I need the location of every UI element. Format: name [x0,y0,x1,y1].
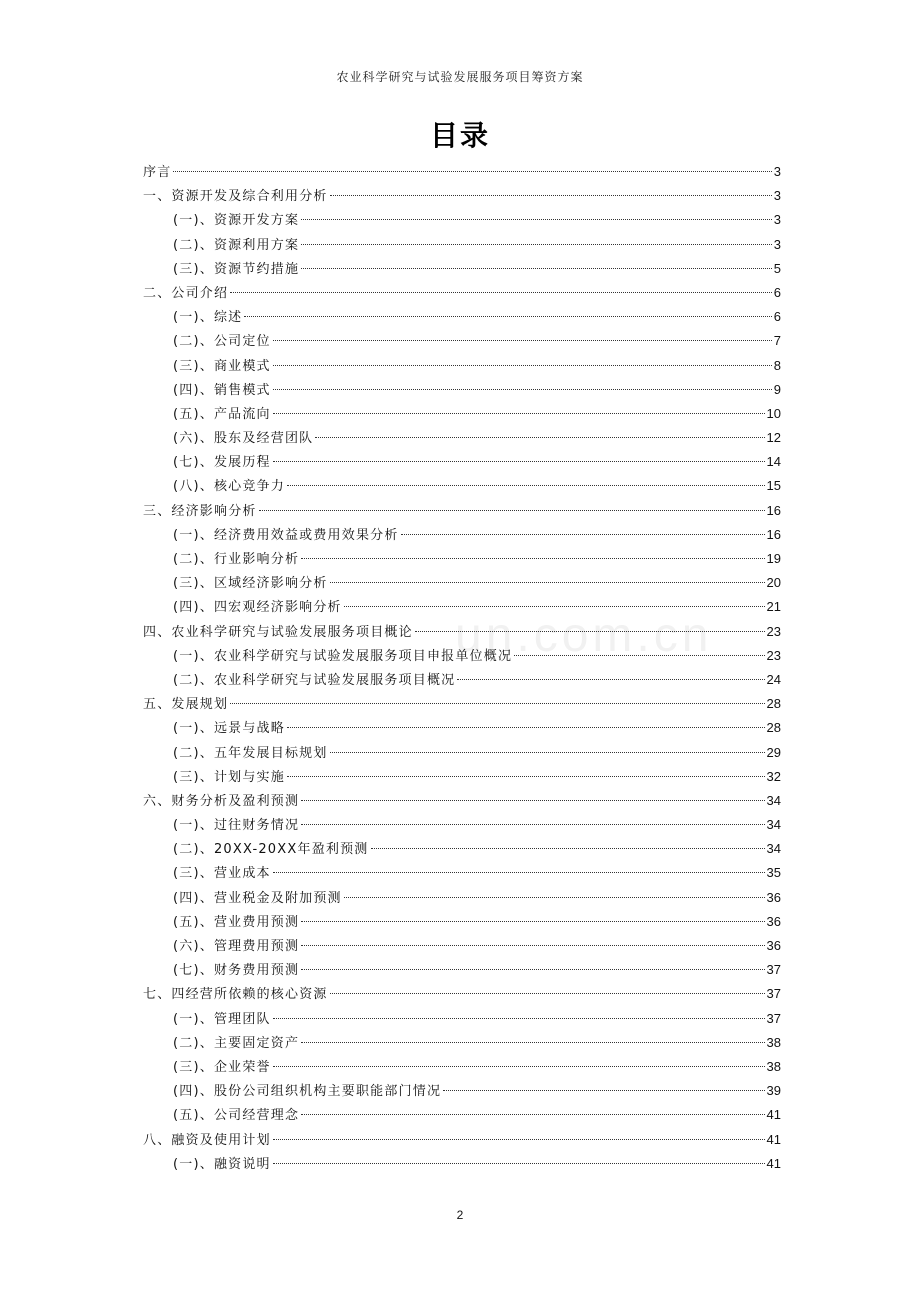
toc-entry-page: 15 [766,478,781,494]
toc-entry-page: 36 [766,889,781,905]
toc-subentry[interactable] [143,378,781,402]
toc-entry-label: 七、四经营所依赖的核心资源 [143,987,328,1003]
toc-subentry[interactable] [143,668,781,692]
toc-subentry[interactable] [143,208,781,232]
toc-subentry[interactable] [143,644,781,668]
toc-entry-label: (七)、财务费用预测 [173,963,300,979]
toc-subentry[interactable] [143,1079,781,1103]
page-number: 2 [456,1208,464,1222]
toc-entry-page: 36 [766,913,781,929]
toc-entry-label: (三)、营业成本 [173,866,271,882]
toc-entry-page: 41 [766,1155,781,1171]
toc-entry-label: (二)、行业影响分析 [173,552,300,567]
toc-entry-label: (一)、经济费用效益或费用效果分析 [173,527,399,543]
toc-subentry[interactable] [143,1152,781,1176]
toc-entry-label: (二)、主要固定资产 [173,1035,300,1051]
toc-entry-page: 7 [773,333,781,349]
toc-subentry[interactable] [143,547,781,571]
toc-entry-label: (六)、股东及经营团队 [173,431,314,447]
toc-leader-dots [244,315,771,317]
toc-entry[interactable] [143,982,781,1006]
toc-entry-label: (八)、核心竞争力 [173,479,285,495]
toc-entry-page: 34 [766,841,781,857]
toc-subentry[interactable] [143,1103,781,1127]
toc-leader-dots [273,1162,765,1164]
toc-entry-page: 21 [766,599,781,615]
toc-entry-label: (一)、远景与战略 [173,721,285,737]
toc-leader-dots [301,557,764,559]
toc-leader-dots [330,194,772,196]
toc-entry-label: 三、经济影响分析 [143,503,257,519]
toc-entry-label: (二)、20XX-20XX年盈利预测 [173,842,369,858]
toc-leader-dots [259,509,765,511]
toc-subentry[interactable] [143,450,781,474]
toc-entry-label: (一)、综述 [173,310,243,326]
toc-leader-dots [415,630,765,632]
toc-subentry[interactable] [143,958,781,982]
toc-entry-page: 20 [766,575,781,591]
toc-entry-label: (七)、发展历程 [173,455,271,471]
toc-leader-dots [273,1017,765,1019]
toc-entry-label: (三)、资源节约措施 [173,261,300,277]
toc-subentry[interactable] [143,329,781,353]
toc-subentry[interactable] [143,1007,781,1031]
toc-entry-page: 35 [766,865,781,881]
toc-leader-dots [301,218,772,220]
toc-leader-dots [301,267,772,269]
toc-leader-dots [230,291,772,293]
toc-entry-page: 6 [773,309,781,325]
toc-subentry[interactable] [143,233,781,257]
toc-subentry[interactable] [143,765,781,789]
toc-entry-page: 23 [766,647,781,663]
toc-entry[interactable] [143,281,781,305]
toc-entry-label: (三)、企业荣誉 [173,1059,271,1075]
toc-subentry[interactable] [143,886,781,910]
toc-leader-dots [443,1089,764,1091]
toc-subentry[interactable] [143,474,781,498]
toc-leader-dots [301,1113,764,1115]
toc-leader-dots [273,412,765,414]
toc-entry-label: (三)、计划与实施 [173,769,285,785]
toc-subentry[interactable] [143,861,781,885]
toc-subentry[interactable] [143,257,781,281]
toc-leader-dots [330,751,765,753]
toc-leader-dots [301,920,764,922]
toc-entry-page: 10 [766,405,781,421]
toc-subentry[interactable] [143,910,781,934]
toc-subentry[interactable] [143,934,781,958]
toc-entry-page: 29 [766,744,781,760]
toc-entry-page: 14 [766,454,781,470]
toc-leader-dots [301,243,772,245]
toc-leader-dots [457,678,764,680]
toc-entry-label: 序言 [143,165,172,180]
toc-subentry[interactable] [143,837,781,861]
toc-entry-page: 8 [773,357,781,373]
toc-entry-page: 23 [766,623,781,639]
toc-leader-dots [301,799,764,801]
toc-entry-label: (四)、营业税金及附加预测 [173,890,342,906]
toc-entry-label: (二)、公司定位 [173,334,271,350]
toc-subentry[interactable] [143,813,781,837]
toc-entry-label: (二)、农业科学研究与试验发展服务项目概况 [173,672,456,688]
toc-leader-dots [273,388,772,390]
toc-subentry[interactable] [143,571,781,595]
toc-entry-page: 37 [766,986,781,1002]
toc-leader-dots [344,605,765,607]
toc-entry-label: (二)、五年发展目标规划 [173,745,328,761]
toc-entry-page: 6 [773,284,781,300]
toc-leader-dots [273,1138,765,1140]
toc-leader-dots [301,968,764,970]
toc-leader-dots [301,823,764,825]
toc-entry-page: 3 [773,212,781,228]
toc-leader-dots [401,533,765,535]
toc-entry-page: 28 [766,720,781,736]
toc-title: 目录 [429,119,490,152]
toc-entry-label: (四)、四宏观经济影响分析 [173,600,342,616]
toc-entry-page: 34 [766,792,781,808]
toc-entry-page: 16 [766,502,781,518]
toc-entry-page: 24 [766,671,781,687]
toc-entry-label: (三)、商业模式 [173,358,271,374]
toc-entry-page: 34 [766,817,781,833]
toc-subentry[interactable] [143,595,781,619]
toc-leader-dots [301,944,764,946]
toc-leader-dots [273,871,765,873]
toc-leader-dots [315,436,764,438]
toc-leader-dots [173,170,771,172]
toc-leader-dots [330,581,765,583]
toc-entry[interactable] [143,620,781,644]
toc-entry-page: 28 [766,696,781,712]
toc-entry-label: 一、资源开发及综合利用分析 [143,189,328,205]
toc-subentry[interactable] [143,1031,781,1055]
toc-entry-label: (四)、销售模式 [173,382,271,398]
toc-entry-page: 38 [766,1058,781,1074]
toc-subentry[interactable] [143,1055,781,1079]
toc-entry[interactable] [143,692,781,716]
toc-entry-label: (一)、管理团队 [173,1011,271,1027]
toc-subentry[interactable] [143,716,781,740]
table-of-contents [143,160,781,1176]
toc-entry-label: (一)、农业科学研究与试验发展服务项目申报单位概况 [173,648,513,664]
toc-leader-dots [287,726,765,728]
toc-entry-page: 37 [766,962,781,978]
toc-entry-page: 41 [766,1131,781,1147]
toc-leader-dots [330,992,765,994]
toc-leader-dots [287,484,765,486]
toc-subentry[interactable] [143,402,781,426]
toc-entry-page: 3 [773,236,781,252]
toc-entry-page: 19 [766,551,781,566]
toc-entry-label: 二、公司介绍 [143,285,229,301]
toc-entry-label: (五)、产品流向 [173,406,271,422]
toc-leader-dots [514,654,764,656]
toc-leader-dots [273,339,772,341]
toc-entry-label: (四)、股份公司组织机构主要职能部门情况 [173,1084,442,1100]
toc-entry-label: 八、融资及使用计划 [143,1132,271,1148]
toc-leader-dots [230,702,764,704]
toc-leader-dots [273,460,765,462]
toc-leader-dots [273,1065,765,1067]
toc-entry-page: 12 [766,430,781,446]
toc-entry-label: (一)、过往财务情况 [173,818,300,834]
toc-entry-label: (一)、融资说明 [173,1156,271,1172]
toc-entry-page: 38 [766,1034,781,1050]
toc-leader-dots [344,896,765,898]
toc-leader-dots [301,1041,764,1043]
toc-entry-page: 16 [766,526,781,542]
toc-entry[interactable] [143,160,781,184]
toc-entry-label: (三)、区域经济影响分析 [173,576,328,592]
toc-entry-label: (六)、管理费用预测 [173,939,300,954]
toc-entry-label: 四、农业科学研究与试验发展服务项目概论 [143,624,413,640]
toc-entry-page: 39 [766,1083,781,1099]
toc-subentry[interactable] [143,523,781,547]
toc-subentry[interactable] [143,426,781,450]
toc-entry[interactable] [143,1128,781,1152]
toc-entry-page: 3 [773,188,781,204]
toc-entry-label: (五)、公司经营理念 [173,1108,300,1124]
toc-leader-dots [287,775,765,777]
toc-entry-page: 32 [766,768,781,784]
toc-entry-page: 36 [766,938,781,953]
toc-entry-label: (五)、营业费用预测 [173,914,300,930]
watermark: un.com.cn [455,609,713,662]
toc-entry-page: 3 [773,164,781,179]
toc-entry-label: 六、财务分析及盈利预测 [143,793,300,809]
running-header: 农业科学研究与试验发展服务项目筹资方案 [336,70,584,84]
toc-subentry[interactable] [143,741,781,765]
toc-leader-dots [273,364,772,366]
toc-leader-dots [371,847,765,849]
toc-entry[interactable] [143,789,781,813]
toc-entry-page: 9 [773,381,781,397]
toc-entry-page: 37 [766,1010,781,1026]
toc-entry-page: 5 [773,260,781,276]
toc-subentry[interactable] [143,354,781,378]
toc-entry-page: 41 [766,1107,781,1123]
toc-entry-label: 五、发展规划 [143,697,229,713]
toc-subentry[interactable] [143,305,781,329]
toc-entry-label: (二)、资源利用方案 [173,237,300,253]
toc-entry[interactable] [143,184,781,208]
toc-entry-label: (一)、资源开发方案 [173,213,300,229]
toc-entry[interactable] [143,499,781,523]
